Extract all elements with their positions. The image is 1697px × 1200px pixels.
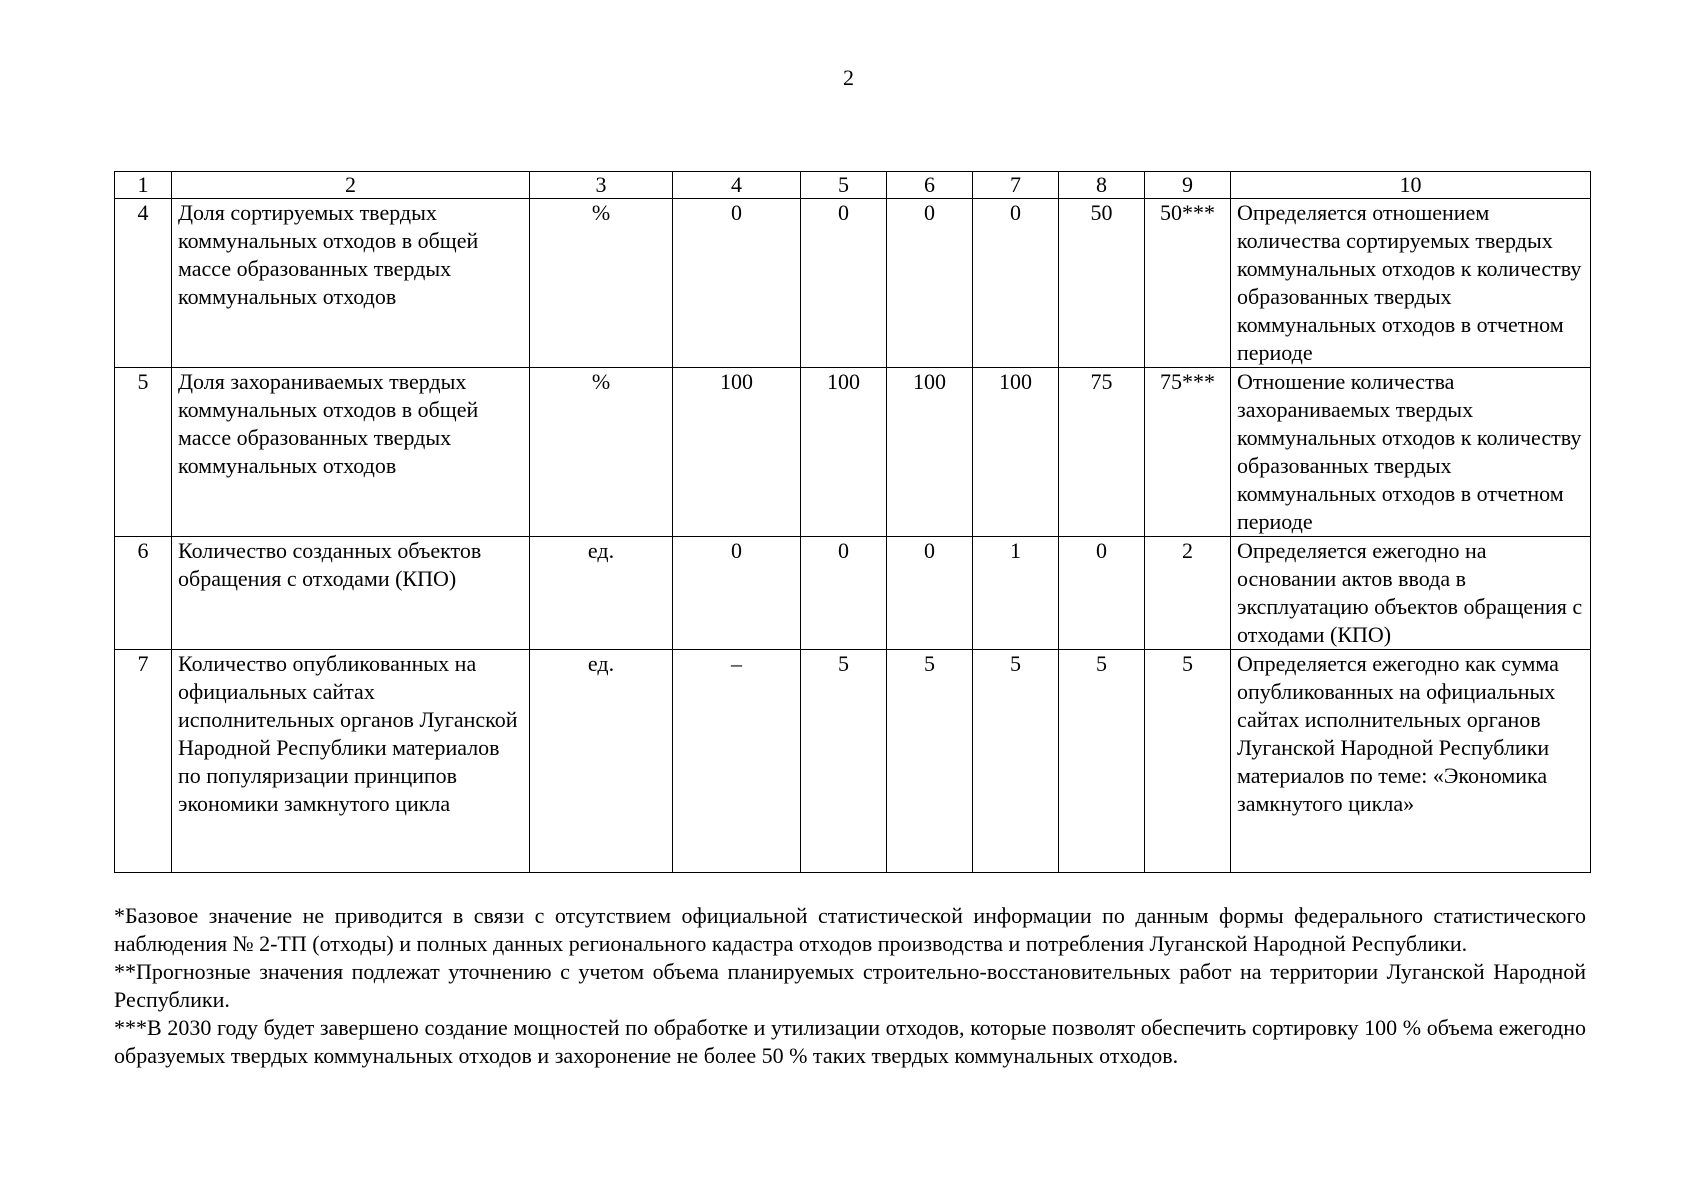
row-number: 7: [115, 650, 172, 873]
value-cell: 2: [1145, 537, 1231, 650]
value-cell: 5: [887, 650, 973, 873]
value-cell: 1: [973, 537, 1059, 650]
indicator-name: Доля захораниваемых твердых коммунальных отходов в общей массе образованных твердых коммунальных отходов: [172, 368, 530, 537]
value-cell: 5: [1145, 650, 1231, 873]
footnote-forecast-values: **Прогнозные значения подлежат уточнению с учетом объема планируемых строительно-восстановительных работ на территории Луганской Народной Республики.: [114, 959, 1586, 1012]
value-cell: 50***: [1145, 199, 1231, 368]
unit-cell: %: [530, 368, 673, 537]
calculation-method: Определяется ежегодно на основании актов ввода в эксплуатацию объектов обращения с отходами (КПО): [1231, 537, 1591, 650]
table-row: [115, 537, 1591, 650]
row-number: 5: [115, 368, 172, 537]
page-number: 2: [843, 65, 854, 90]
indicator-name: Доля сортируемых твердых коммунальных отходов в общей массе образованных твердых коммунальных отходов: [172, 199, 530, 368]
value-cell: 5: [801, 650, 887, 873]
value-cell: 100: [887, 368, 973, 537]
column-number-5: 5: [801, 172, 887, 199]
value-cell: 5: [973, 650, 1059, 873]
column-number-1: 1: [115, 172, 172, 199]
column-number-8: 8: [1059, 172, 1145, 199]
row-number: 6: [115, 537, 172, 650]
value-cell: 0: [887, 199, 973, 368]
column-number-9: 9: [1145, 172, 1231, 199]
column-number-10: 10: [1231, 172, 1591, 199]
table-row: [115, 368, 1591, 537]
column-number-3: 3: [530, 172, 673, 199]
value-cell: 0: [801, 537, 887, 650]
value-cell: –: [673, 650, 801, 873]
value-cell: 75***: [1145, 368, 1231, 537]
value-cell: 0: [973, 199, 1059, 368]
calculation-method: Определяется отношением количества сортируемых твердых коммунальных отходов к количеству образованных твердых коммунальных отходов в отчетном периоде: [1231, 199, 1591, 368]
value-cell: 0: [673, 199, 801, 368]
row-number: 4: [115, 199, 172, 368]
column-number-6: 6: [887, 172, 973, 199]
value-cell: 100: [973, 368, 1059, 537]
value-cell: 0: [887, 537, 973, 650]
indicator-name: Количество созданных объектов обращения с отходами (КПО): [172, 537, 530, 650]
table-row: [115, 199, 1591, 368]
value-cell: 50: [1059, 199, 1145, 368]
column-number-7: 7: [973, 172, 1059, 199]
value-cell: 100: [801, 368, 887, 537]
value-cell: 0: [801, 199, 887, 368]
unit-cell: %: [530, 199, 673, 368]
value-cell: 0: [1059, 537, 1145, 650]
value-cell: 5: [1059, 650, 1145, 873]
footnotes: [114, 902, 1586, 1070]
value-cell: 0: [673, 537, 801, 650]
unit-cell: ед.: [530, 650, 673, 873]
indicators-table: [114, 171, 1591, 873]
footnote-base-value: *Базовое значение не приводится в связи с отсутствием официальной статистической информации по данным формы федерального статистического наблюдения № 2-ТП (отходы) и полных данных регионального кадастра отходов производства и потребления Луганской Народной Республики.: [114, 903, 1586, 956]
value-cell: 100: [673, 368, 801, 537]
footnote-2030-capacity: ***В 2030 году будет завершено создание мощностей по обработке и утилизации отходов, которые позволят обеспечить сортировку 100 % объема ежегодно образуемых твердых коммунальных отходов и захоронение не более 50 % таких твердых коммунальных отходов.: [114, 1015, 1586, 1068]
calculation-method: Отношение количества захораниваемых твердых коммунальных отходов к количеству образованных твердых коммунальных отходов в отчетном периоде: [1231, 368, 1591, 537]
value-cell: 75: [1059, 368, 1145, 537]
table-row: [115, 650, 1591, 873]
unit-cell: ед.: [530, 537, 673, 650]
column-number-2: 2: [172, 172, 530, 199]
table-header-row: [115, 172, 1591, 199]
column-number-4: 4: [673, 172, 801, 199]
calculation-method: Определяется ежегодно как сумма опубликованных на официальных сайтах исполнительных органов Луганской Народной Республики материалов по теме: «Экономика замкнутого цикла»: [1231, 650, 1591, 873]
indicator-name: Количество опубликованных на официальных сайтах исполнительных органов Луганской Народной Республики материалов по популяризации принципов экономики замкнутого цикла: [172, 650, 530, 873]
